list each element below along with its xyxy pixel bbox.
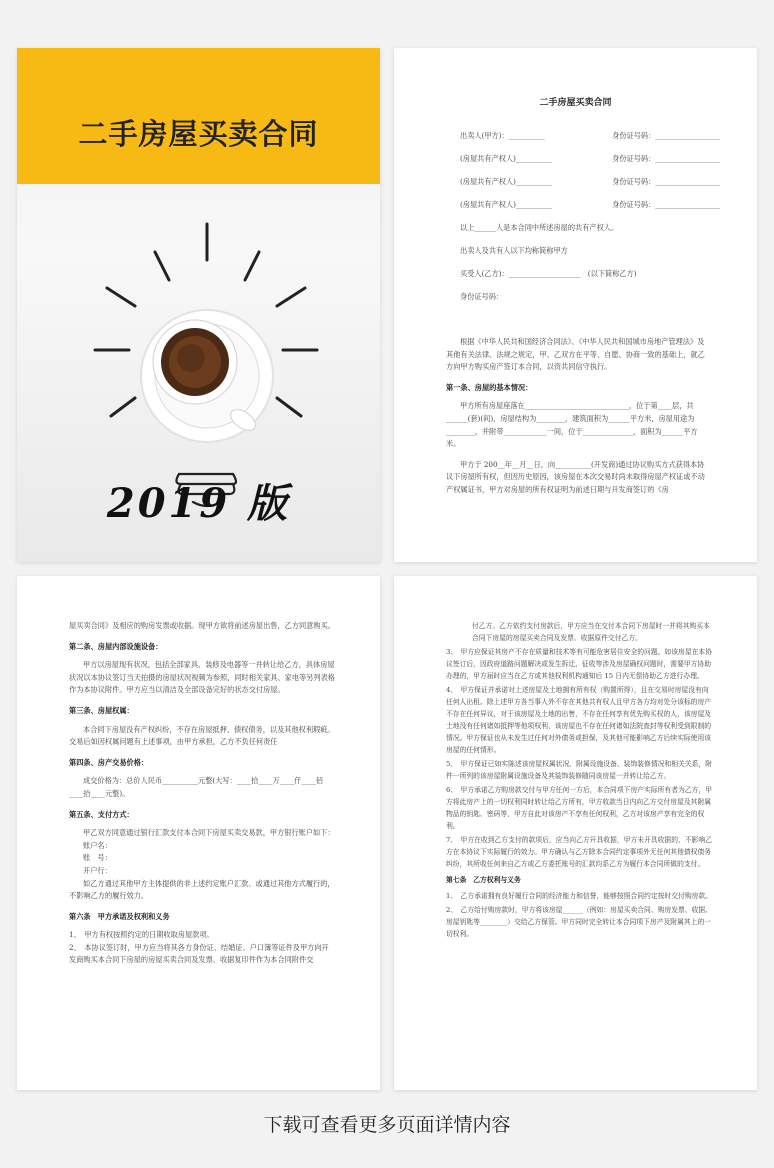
list-item: 1、 乙方承诺拥有良好履行合同的经济能力和信誉，能够按照合同约定按时交付购房款。 [446, 892, 713, 900]
coffee-bulb-illustration [17, 184, 380, 514]
account-line: 账户名： [83, 840, 112, 850]
list-item: 5、 甲方保证已如实陈述该房屋权属状况、附属设施设备、装饰装修情况和相关关系，附件一所列的该房屋附属设施设备及其装饰装修随同该房屋一并转让给乙方。 [446, 760, 713, 780]
text-line: 出卖人及共有人以下均称简称甲方 [460, 246, 568, 255]
continued-paragraph: 付乙方。乙方依约支付房款后，甲方应当在交付本合同下房屋时一并将其购买本合同下房屋的房屋买卖合同及发票、收据原件交付乙方。 [472, 622, 710, 642]
list-item: 2、 乙方给付购房款时，甲方将该房屋______（例如：房屋买卖合同、购房发票、收据、房屋钥匙等________）交给乙方保管。甲方同时完全转让本合同项下房产及附属其上的一切权利。 [446, 906, 713, 938]
text-line: 身份证号码： [460, 292, 504, 301]
download-more-caption: 下载可查看更多页面详情内容 [263, 1114, 511, 1136]
list-item: 4、 甲方保证并承诺对上述房屋及土地拥有所有权（购置所得），且在交易时房屋没有向任何人出租。除上述甲方各当事人外不存在其他共有权人且甲方各方均对处分该标的房产不存在任何异议，对于该房屋及土地的出售，不存在任何享有优先购买权的人，该房屋及土地没有任何诸如抵押等他项权利，该房屋也不存在任何诸如法院查封等权利受到限制的情况。甲方保证也从未发生过任何对外债务或担保，及其他可能影响乙方后续实际使用该房屋的任何情形。 [446, 686, 712, 754]
article-paragraph: 甲方以房屋现有状况，包括全部家具、装修及电器等一并转让给乙方，具体房屋状况以本协议签订当天拍摄的房屋状况视频为参照，同时相关家具、家电等另列表格作为本协议附件。甲方应当以清洁及全部设备完好的状态交付房屋。 [69, 660, 335, 695]
article-paragraph: 如乙方通过其他甲方主体提供的非上述约定账户汇款、或通过其他方式履行的，不影响乙方的履行效力。 [69, 878, 335, 901]
list-item: 2、 本协议签订时，甲方应当将其各方身份证、结婚证、户口簿等证件及甲方向开发商购买本合同下房屋的房屋买卖合同及发票、收据复印件作为本合同附件交 [69, 942, 329, 965]
intro-paragraph: 根据《中华人民共和国经济合同法》、《中华人民共和国城市房地产管理法》及其他有关法律、法规之规定，甲、乙双方在平等、自愿、协商一致的基础上，就乙方向甲方购买房产签订本合同，以资共同信守执行。 [446, 337, 705, 372]
list-item: 7、 甲方在收到乙方支付的款项后，应当向乙方开具收据，甲方未开具收据的，不影响乙方在本协议下实际履行的效力。甲方确认与乙方除本合同约定事项外无任何其他债权债务纠纷，其所收任何来自乙方或乙方委托账号的汇款均系乙方为履行本合同所做的支付。 [446, 836, 713, 868]
article-paragraph: 甲乙双方同意通过银行汇款支付本合同下房屋买卖交易款，甲方银行账户如下： [83, 828, 335, 838]
text-line: 以上______人是本合同中所述房屋的共有产权人。 [460, 223, 619, 232]
article-paragraph: 本合同下房屋没有产权纠纷，不存在房屋抵押、债权债务，以及其他权利瑕疵。交易后如因权属问题有上述事项，由甲方承担，乙方不负任何责任 [69, 724, 335, 747]
doc-title: 二手房屋买卖合同 [539, 98, 612, 108]
article-heading: 第七条 乙方权利与义务 [446, 876, 521, 884]
article-heading: 第二条、房屋内部设施设备： [69, 641, 163, 651]
article-paragraph: 成交价格为：总价人民币__________元整(大写：____拾____万____仟____佰____拾____元整)。 [69, 776, 323, 798]
article-heading: 第一条、房屋的基本情况： [446, 382, 533, 392]
contract-page-2 [17, 576, 380, 1090]
page1-body [446, 336, 710, 497]
party-rows [460, 130, 720, 314]
account-line: 开户行： [83, 865, 112, 875]
article-heading: 第四条、房产交易价格： [69, 757, 149, 767]
article-heading: 第六条 甲方承诺及权利和义务 [69, 911, 170, 921]
article-heading: 第五条、支付方式： [69, 809, 134, 819]
continued-paragraph: 屋买卖合同》及相应的购房发票或收据。现甲方欲将前述房屋出售，乙方同意购买。 [69, 621, 335, 630]
contract-page-1 [394, 48, 757, 562]
article-paragraph: 甲方于 200__年__月__日，向__________(开发商)通过协议购买方式获得本协议下房屋所有权，但因历史原因，该房屋在本次交易时尚未取得房屋产权证或不动产权属证书，甲方对房屋的所有权证明为前述日期与开发商签订的《房 [446, 459, 705, 494]
page3-body [446, 620, 714, 940]
account-line: 账 号： [83, 853, 112, 863]
party-row: (房屋共有产权人)__________ 身份证号码：__________________ [460, 200, 720, 209]
party-row: (房屋共有产权人)__________ 身份证号码：__________________ [460, 154, 720, 163]
party-row: (房屋共有产权人)__________ 身份证号码：__________________ [460, 177, 720, 186]
party-row: 出卖人(甲方)：__________ 身份证号码：__________________ [460, 131, 720, 140]
list-item: 3、 甲方应保证其房产不存在质量和技术等有可能危害居住安全的问题。如该房屋在本协议签订后，因政府道路问题解决或发生拆迁、征收等涉及房屋确权问题时，需要甲方协助办理的，甲方届时应当在乙方或其他权利机构通知后 15 日内无偿协助乙方进行办理。 [446, 648, 713, 680]
article-heading: 第三条、房屋权属： [69, 705, 134, 715]
cover-title: 二手房屋买卖合同 [78, 117, 319, 151]
page2-body [69, 620, 335, 967]
list-item: 1、 甲方有权按照约定的日期收取房屋款项。 [69, 930, 214, 940]
cover-page [17, 48, 380, 562]
list-item: 6、 甲方承诺乙方购房款交付与甲方任何一方后，本合同项下房产实际所有者为乙方，甲方将此房产上的一切权利同时转让给乙方所有，甲方收款当日内向乙方交付房屋及其附属物品的钥匙、密码等，甲方自此对该房产不享有任何权利，乙方对该房产享有完全的权利。 [446, 786, 713, 830]
article-paragraph: 甲方所有房屋座落在_____________________________，位于第____层，共______(套)(间)，房屋结构为________，建筑面积为______平方米，房屋用途为________，并附带____________一间，位于______________，面积为______平方米。 [446, 401, 698, 449]
contract-page-3 [394, 576, 757, 1090]
cover-year: 2019 版 [106, 480, 291, 527]
text-line: 买受人(乙方)：____________________ (以下简称乙方) [460, 269, 637, 278]
